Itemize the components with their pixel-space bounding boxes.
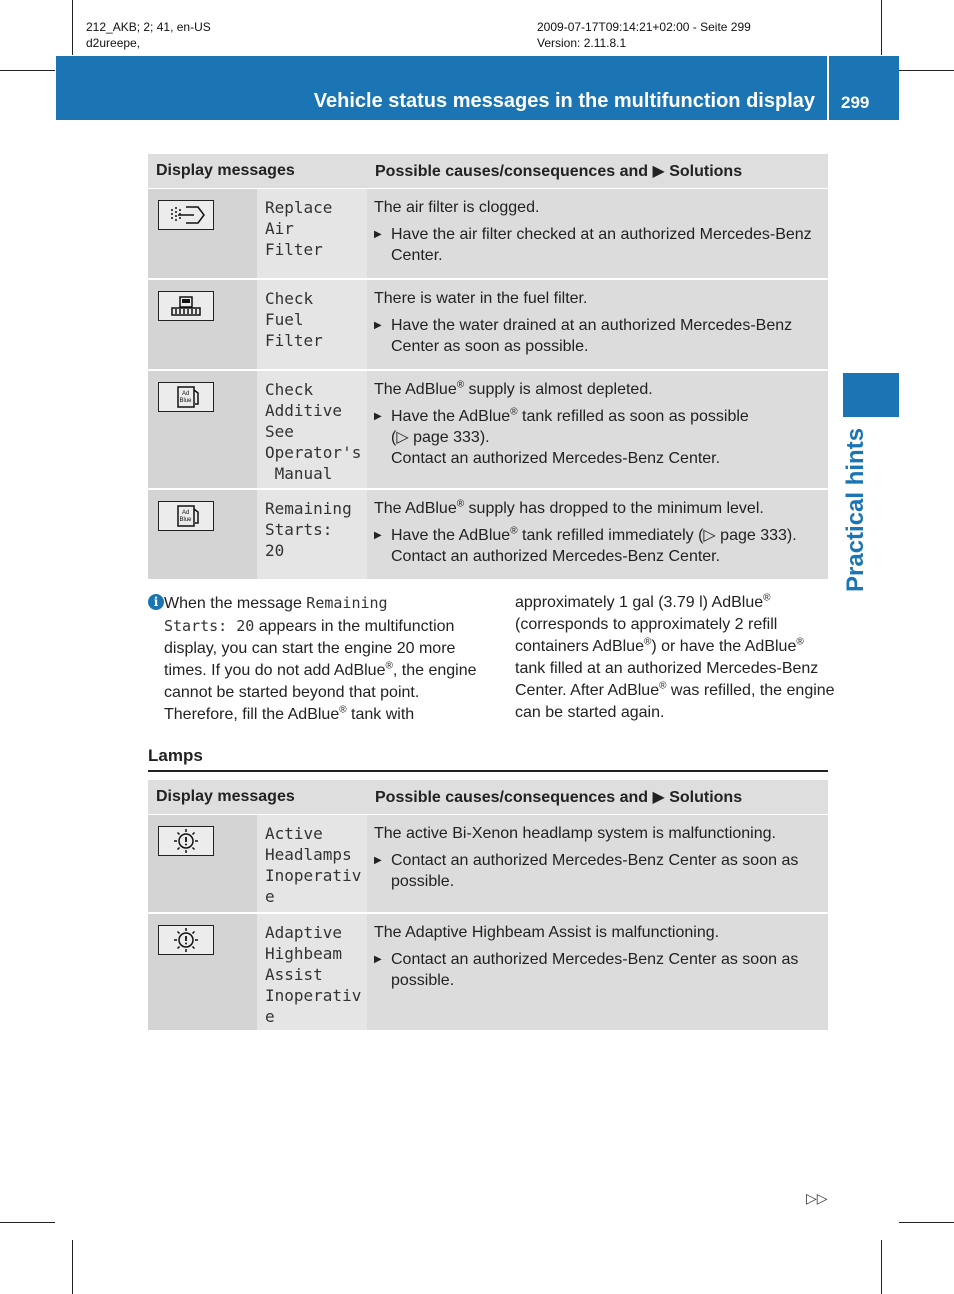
svg-text:Ad: Ad — [182, 391, 190, 397]
table-row — [148, 370, 828, 489]
table-header-row — [148, 154, 828, 189]
adblue-icon — [158, 382, 214, 412]
display-message: Replace Air Filter — [257, 189, 367, 280]
display-message: Adaptive Highbeam Assist Inoperativ e — [257, 913, 367, 1031]
svg-text:Blue: Blue — [179, 398, 192, 404]
table-row — [148, 279, 828, 370]
crop-mark — [0, 70, 55, 71]
cause-text: The Adaptive Highbeam Assist is malfunctioning. — [374, 923, 720, 941]
print-meta-right-line2: Version: 2.11.8.1 — [537, 36, 627, 50]
crop-mark — [899, 70, 954, 71]
print-meta-right — [537, 19, 751, 51]
solution-step: ▶ Have the water drained at an authorized Mercedes-Benz Center as soon as possible. — [374, 315, 822, 357]
info-icon: i — [148, 594, 164, 610]
fuel-filter-icon — [158, 291, 214, 321]
svg-text:Blue: Blue — [179, 517, 192, 523]
display-message: Check Fuel Filter — [257, 279, 367, 370]
table-row — [148, 189, 828, 280]
display-message: Check Additive See Operator's Manual — [257, 370, 367, 489]
header-bar — [56, 56, 827, 120]
table-row — [148, 815, 828, 913]
cause-text: The active Bi-Xenon headlamp system is malfunctioning. — [374, 825, 776, 842]
continue-mark: ▷▷ — [806, 1190, 828, 1206]
page-number: 299 — [841, 93, 870, 112]
print-meta-right-line1: 2009-07-17T09:14:21+02:00 - Seite 299 — [537, 20, 751, 34]
cause-text: The air filter is clogged. — [374, 199, 540, 216]
table-row — [148, 489, 828, 580]
solution-step: ▶ Have the AdBlue® tank refilled as soon as possible (▷ page 333). Contact an authorized Mercedes-Benz Center. — [374, 406, 822, 469]
table-row — [148, 913, 828, 1031]
cause-text: The AdBlue® supply is almost depleted. — [374, 379, 653, 398]
air-filter-icon — [158, 200, 214, 230]
table-header-row — [148, 780, 828, 815]
crop-mark — [899, 1222, 954, 1223]
page-number-box — [829, 56, 899, 120]
column-header-solutions: Possible causes/consequences and ▶ Solutions — [367, 154, 828, 189]
print-meta-left-line1: 212_AKB; 2; 41, en-US — [86, 20, 211, 34]
headlamp-warning-icon — [158, 826, 214, 856]
print-meta-left-line2: d2ureepe, — [86, 36, 141, 50]
column-header-solutions: Possible causes/consequences and ▶ Solutions — [367, 780, 828, 815]
adblue-icon — [158, 501, 214, 531]
crop-mark — [72, 0, 73, 55]
status-message-table — [148, 154, 828, 581]
display-message: Remaining Starts: 20 — [257, 489, 367, 580]
side-tab-label: Practical hints — [842, 427, 869, 592]
solution-step: ▶ Contact an authorized Mercedes-Benz Center as soon as possible. — [374, 850, 822, 892]
solution-step: ▶ Have the air filter checked at an authorized Mercedes-Benz Center. — [374, 224, 822, 266]
column-header-display: Display messages — [148, 780, 367, 815]
display-message: Active Headlamps Inoperativ e — [257, 815, 367, 913]
solution-step: ▶ Have the AdBlue® tank refilled immediately (▷ page 333). Contact an authorized Mercedes-Benz Center. — [374, 525, 822, 567]
crop-mark — [0, 1222, 55, 1223]
svg-text:Ad: Ad — [182, 510, 190, 516]
lamps-message-table — [148, 780, 828, 1032]
crop-mark — [881, 0, 882, 55]
side-tab-marker — [843, 373, 899, 417]
headlamp-warning-icon — [158, 925, 214, 955]
column-header-display: Display messages — [148, 154, 367, 189]
note-column-right: approximately 1 gal (3.79 l) AdBlue® (corresponds to approximately 2 refill containers AdBlue®) or have the AdBlue® tank filled at an authorized Mercedes-Benz Center. After AdBlue® was refilled, the engine can be started again. — [515, 592, 835, 721]
section-heading-lamps: Lamps — [148, 746, 828, 772]
crop-mark — [881, 1240, 882, 1294]
note-column-left: When the message Remaining Starts: 20 appears in the multifunction display, you can start the engine 20 more times. If you do not add AdBlue®, the engine cannot be started beyond that point. Therefore, fill the AdBlue® tank with — [164, 594, 477, 723]
solution-step: ▶ Contact an authorized Mercedes-Benz Center as soon as possible. — [374, 949, 822, 991]
page-title: Vehicle status messages in the multifunction display — [313, 90, 815, 112]
page-reference: (▷ page 333). — [391, 429, 490, 446]
crop-mark — [72, 1240, 73, 1294]
cause-text: The AdBlue® supply has dropped to the minimum level. — [374, 498, 764, 517]
cause-text: There is water in the fuel filter. — [374, 290, 588, 307]
print-meta-left — [86, 19, 211, 51]
